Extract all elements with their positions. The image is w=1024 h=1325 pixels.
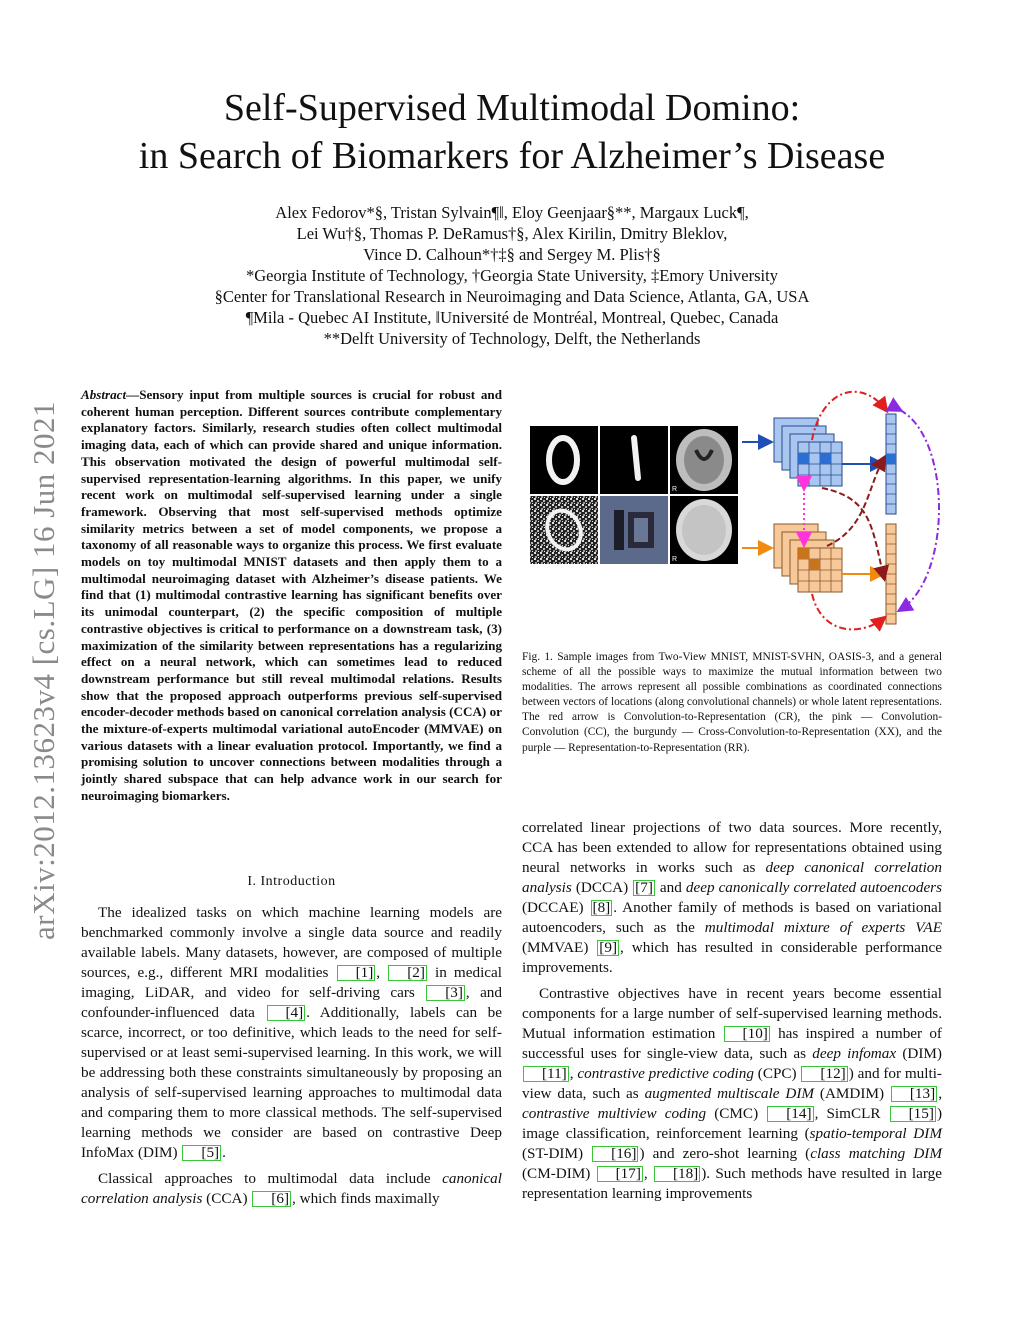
- blue-conv-feature-map: [774, 418, 842, 486]
- abstract: [81, 387, 502, 805]
- red-cr-arrow-bottom: [812, 594, 884, 629]
- brain-mri-t1-image: [670, 426, 738, 494]
- affiliation-line-3: ¶Mila - Quebec AI Institute, ‖Université de Montréal, Montreal, Quebec, Canada: [245, 308, 779, 327]
- mri-orientation-label: R: [672, 486, 678, 493]
- mnist-digit-one-image: [600, 426, 668, 494]
- citation-link[interactable]: [2]: [388, 965, 427, 981]
- author-block: [110, 202, 914, 349]
- figure-1: [522, 378, 942, 640]
- citation-link[interactable]: [3]: [426, 985, 465, 1001]
- arxiv-identifier: arXiv:2012.13623v4 [cs.LG] 16 Jun 2021: [26, 400, 61, 940]
- figure-1-caption: Fig. 1. Sample images from Two-View MNIST, MNIST-SVHN, OASIS-3, and a general scheme of all the possible ways to maximize the mutual information between two modalities. The arrows represent all possible combinations as coordinated connections between vectors of locations (along convolutional channels) or whole latent representations. The red arrow is Convolution-to-Representation (CR), the pink — Convolution-Convolution (CC), the burgundy — Cross-Convolution-to-Representation (XX), and the purple — Representation-to-Representation (RR).: [522, 651, 942, 754]
- orange-conv-feature-map: [774, 524, 842, 592]
- citation-link[interactable]: [14]: [767, 1106, 813, 1122]
- citation-link[interactable]: [8]: [592, 899, 611, 916]
- section-heading-introduction: I. Introduction: [247, 874, 336, 889]
- blue-latent-representation-vector: [886, 414, 896, 514]
- abstract-heading: Abstract—: [81, 387, 140, 402]
- affiliation-line-4: **Delft University of Technology, Delft, the Netherlands: [323, 329, 701, 348]
- citation-link[interactable]: [7]: [635, 879, 653, 896]
- intro-paragraph-1: The idealized tasks on which machine learning models are benchmarked commonly involve a single data source and readily available labels. Many datasets, however, are composed of multiple sources, e.g., different MRI modalities [1] , [2] in medical imaging, LiDAR, and video for self-driving cars [3] , and confounder-influenced data [4] . Additionally, labels can be scarce, incorrect, or too definitive, which leads to the need for self-supervised or at least semi-supervised learning. In this work, we will be addressing both these constraints simultaneously by proposing an analysis of self-supervised learning approaches to multimodal data and comparing them to more classical methods. The self-supervised learning methods we consider are based on contrastive Deep InfoMax (DIM) [5] .: [81, 904, 502, 1161]
- citation-link[interactable]: [13]: [891, 1086, 937, 1102]
- title-line-1: Self-Supervised Multimodal Domino:: [223, 87, 801, 129]
- author-line-2: Lei Wu†§, Thomas P. DeRamus†§, Alex Kirilin, Dmitry Bleklov,: [296, 224, 728, 243]
- affiliation-line-2: §Center for Translational Research in Neuroimaging and Data Science, Atlanta, GA, USA: [214, 287, 810, 306]
- intro-paragraph-3: correlated linear projections of two data sources. More recently, CCA has been extended to allow for representations obtained using neural networks in works such as deep canonical correlation analysis (DCCA) [7] and deep canonically correlated autoencoders (DCCAE) [8] . Another family of methods is based on variational autoencoders, such as the multimodal mixture of experts VAE (MMVAE) [9] , which has resulted in considerable performance improvements.: [522, 819, 943, 976]
- affiliation-line-1: *Georgia Institute of Technology, †Georgia State University, ‡Emory University: [246, 266, 778, 285]
- citation-link[interactable]: [1]: [337, 965, 376, 981]
- author-line-1: Alex Fedorov*§, Tristan Sylvain¶‖, Eloy Geenjaar§**, Margaux Luck¶,: [275, 203, 749, 222]
- citation-link[interactable]: [18]: [654, 1166, 700, 1182]
- orange-latent-representation-vector: [886, 524, 896, 624]
- citation-link[interactable]: [17]: [597, 1166, 643, 1182]
- citation-link[interactable]: [6]: [252, 1191, 291, 1207]
- mri-orientation-label: R: [672, 556, 678, 563]
- left-column-text: [81, 903, 502, 1209]
- paper-title: [60, 84, 964, 180]
- citation-link[interactable]: [16]: [592, 1146, 638, 1162]
- citation-link[interactable]: [11]: [523, 1066, 569, 1082]
- figure-1-diagram: [522, 378, 942, 640]
- mnist-digit-zero-image: [530, 426, 598, 494]
- author-line-3: Vince D. Calhoun*†‡§ and Sergey M. Plis†§: [363, 245, 661, 264]
- svhn-digit-image: [600, 496, 668, 564]
- right-column-text: [522, 818, 942, 1204]
- intro-paragraph-4: Contrastive objectives have in recent years become essential components for a large number of self-supervised learning methods. Mutual information estimation [10] has inspired a number of successful uses for single-view data, such as deep infomax (DIM) [11] , contrastive predictive coding (CPC) [12] ) and for multi-view data, such as augmented multiscale DIM (AMDIM) [13] , contrastive multiview coding (CMC) [14] , SimCLR [15] ) image classification, reinforcement learning (spatio-temporal DIM (ST-DIM) [16] ) and zero-shot learning (class matching DIM (CM-DIM) [17] , [18] ). Such methods have resulted in large representation learning improvements: [522, 985, 943, 1202]
- noisy-mnist-image: [530, 496, 598, 564]
- abstract-text: Sensory input from multiple sources is crucial for robust and coherent human perception. Different sources contribute complementary explanatory factors. Similarly, research studies often collect multimodal imaging data, each of which can provide shared and unique information. This observation motivated the design of powerful multimodal self-supervised representation-learning algorithms. In this paper, we unify recent work on multimodal self-supervised learning under a single framework. Observing that most self-supervised methods optimize similarity metrics between a set of model components, we propose a taxonomy of all reasonable ways to organize this process. We first evaluate models on toy multimodal MNIST datasets and then apply them to a multimodal neuroimaging dataset with Alzheimer’s disease patients. We find that (1) multimodal contrastive learning has significant benefits over its unimodal counterpart, (2) the specific composition of multiple contrastive objectives is critical to performance on a downstream task, (3) maximization of the similarity between representations has a regularizing effect on a neural network, which can sometimes lead to reduced downstream performance but still reveal multimodal relations. Results show that the proposed approach outperforms previous self-supervised encoder-decoder methods based on canonical correlation analysis (CCA) or the mixture-of-experts multimodal variational autoEncoder (MMVAE) on various datasets with a linear evaluation protocol. Importantly, we find a promising solution to uncover connections between modalities through a jointly shared subspace that can help advance work in our search for neuroimaging biomarkers.: [81, 387, 502, 803]
- title-line-2: in Search of Biomarkers for Alzheimer’s Disease: [138, 135, 886, 177]
- citation-link[interactable]: [12]: [801, 1066, 847, 1082]
- purple-rr-arrow: [900, 410, 939, 610]
- brain-mri-pd-image: [670, 496, 738, 564]
- intro-paragraph-2: Classical approaches to multimodal data include canonical correlation analysis (CCA) [6] , which finds maximally: [81, 1170, 502, 1207]
- citation-link[interactable]: [4]: [267, 1005, 306, 1021]
- citation-link[interactable]: [10]: [724, 1026, 770, 1042]
- citation-link[interactable]: [9]: [599, 939, 618, 956]
- citation-link[interactable]: [15]: [890, 1106, 936, 1122]
- citation-link[interactable]: [5]: [182, 1145, 221, 1161]
